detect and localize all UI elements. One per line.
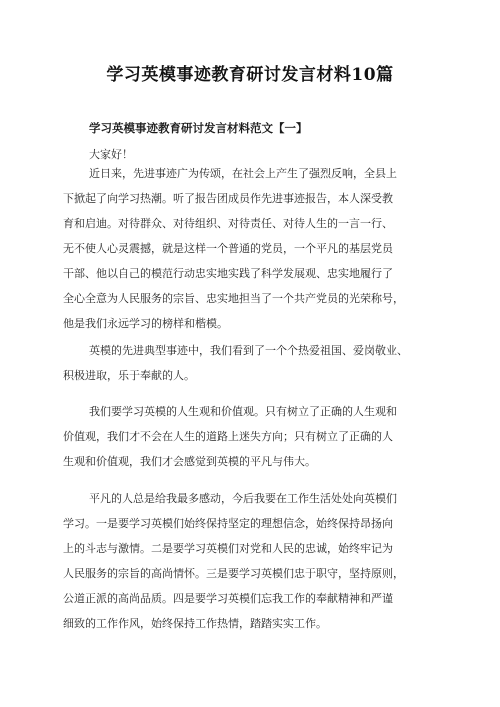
greeting: 大家好！ — [89, 148, 133, 161]
paragraph-line: 公道正派的高尚品质。四是要学习英模们忘我工作的奉献精神和严谨 — [63, 592, 393, 605]
paragraph-line: 人民服务的宗旨的高尚情怀。三是要学习英模们忠于职守，坚持原则， — [63, 567, 404, 580]
paragraph-line: 细致的工作作风，始终保持工作热情，踏踏实实工作。 — [63, 617, 327, 630]
document-title: 学习英模事迹教育研讨发言材料10篇 — [106, 65, 394, 85]
paragraph-line: 干部、他以自己的模范行动忠实地实践了科学发展观、忠实地履行了 — [63, 267, 393, 280]
paragraph-line: 下掀起了向学习热潮。听了报告团成员作先进事迹报告，本人深受教 — [63, 192, 393, 205]
paragraph-line: 上的斗志与激情。二是要学习英模们对党和人民的忠诚，始终牢记为 — [63, 542, 393, 555]
paragraph-line: 无不使人心灵震撼，就是这样一个普通的党员，一个平凡的基层党员 — [63, 242, 393, 255]
paragraph-line: 他是我们永远学习的榜样和楷模。 — [63, 317, 228, 330]
section-heading: 学习英模事迹教育研讨发言材料范文【一】 — [89, 121, 308, 135]
paragraph-line: 生观和价值观，我们才会感觉到英模的平凡与伟大。 — [63, 455, 316, 468]
paragraph-line: 我们要学习英模的人生观和价值观。只有树立了正确的人生观和 — [89, 405, 397, 418]
paragraph-line: 全心全意为人民服务的宗旨、忠实地担当了一个共产党员的光荣称号， — [63, 292, 404, 305]
paragraph-line: 价值观，我们才不会在人生的道路上迷失方向；只有树立了正确的人 — [63, 430, 393, 443]
paragraph-line: 近日来，先进事迹广为传颂，在社会上产生了强烈反响，全县上 — [89, 167, 397, 180]
paragraph-line: 英模的先进典型事迹中，我们看到了一个个热爱祖国、爱岗敬业、 — [89, 344, 408, 357]
paragraph-line: 积极进取，乐于奉献的人。 — [63, 369, 195, 382]
paragraph-line: 平凡的人总是给我最多感动，今后我要在工作生活处处向英模们 — [89, 492, 397, 505]
paragraph-line: 育和启迪。对待群众、对待组织、对待责任、对待人生的一言一行、 — [63, 217, 393, 230]
paragraph-line: 学习。一是要学习英模们始终保持坚定的理想信念，始终保持昂扬向 — [63, 517, 393, 530]
